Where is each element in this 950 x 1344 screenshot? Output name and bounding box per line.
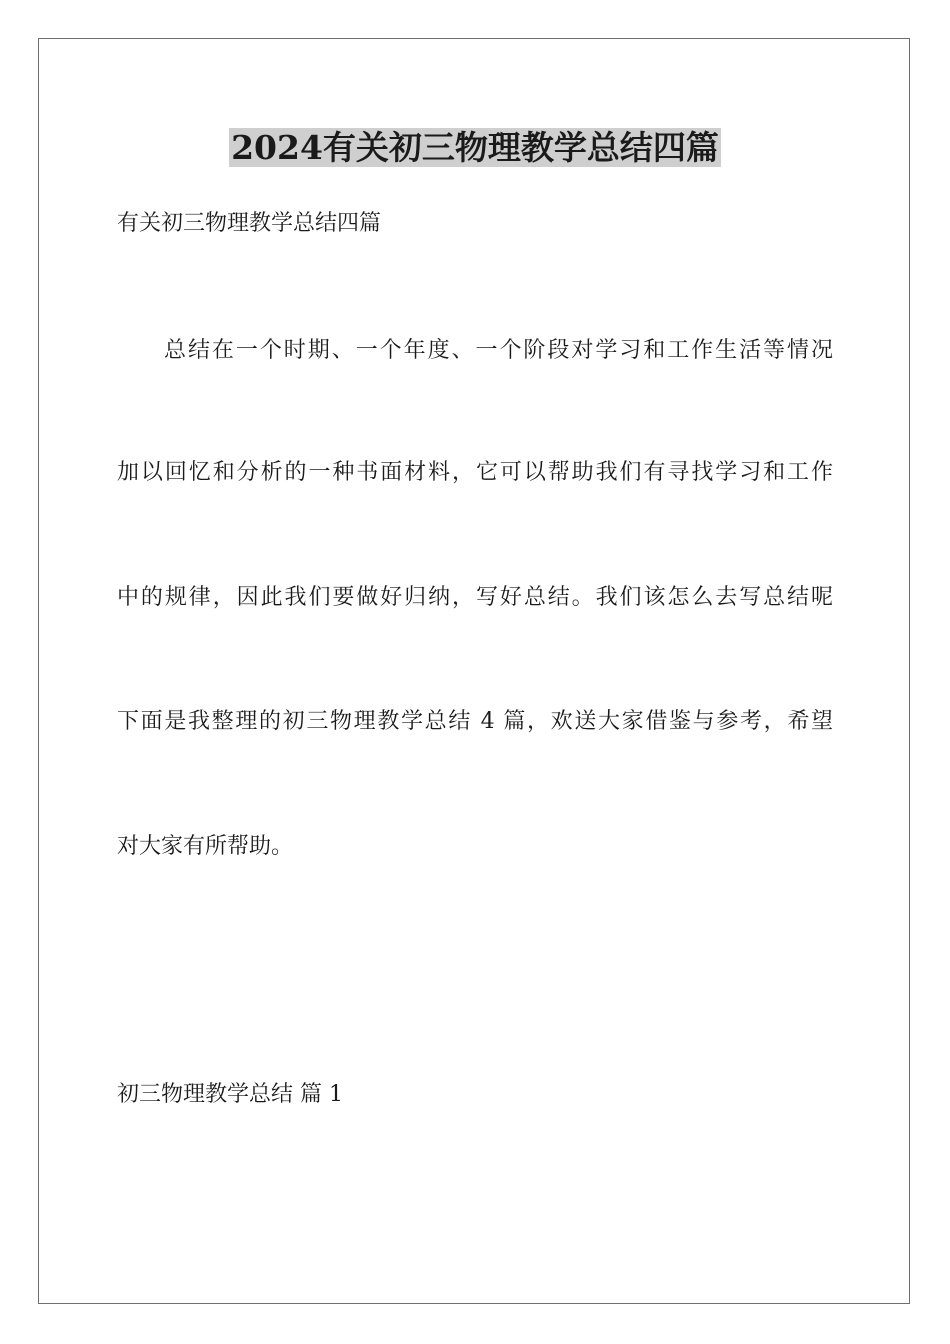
document-title-text: 2024有关初三物理教学总结四篇 [231,128,719,167]
paragraph-line-4: 下面是我整理的初三物理教学总结 4 篇，欢送大家借鉴与参考，希望 [117,709,833,734]
paragraph-line-5: 对大家有所帮助。 [117,834,294,859]
paragraph-line-2: 加以回忆和分析的一种书面材料，它可以帮助我们有寻找学习和工作 [117,460,833,485]
paragraph-line-1: 总结在一个时期、一个年度、一个阶段对学习和工作生活等情况 [164,338,833,363]
section-heading: 初三物理教学总结 篇 1 [117,1082,343,1107]
document-title [0,126,950,170]
document-subtitle: 有关初三物理教学总结四篇 [117,211,382,236]
paragraph-line-3: 中的规律，因此我们要做好归纳，写好总结。我们该怎么去写总结呢 [117,585,833,610]
